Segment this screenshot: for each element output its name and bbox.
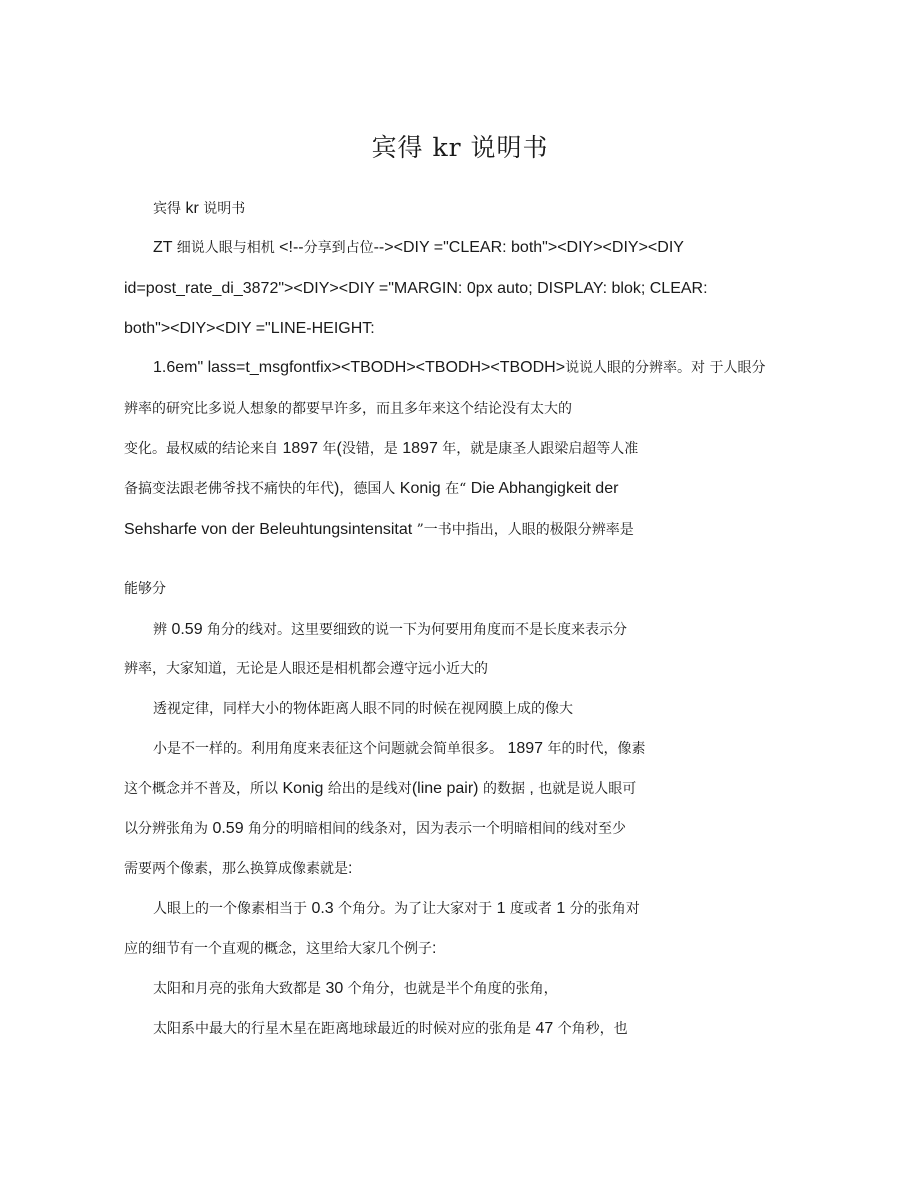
- text-line: Sehsharfe von der Beleuhtungsintensitat ”一书中指出，人眼的极限分辨率是: [124, 521, 634, 538]
- text-line: 小是不一样的。利用角度来表征这个问题就会简单很多。 1897 年的时代，像素: [153, 740, 646, 757]
- text-line: 能够分: [124, 581, 166, 597]
- text-line: 以分辨张角为 0.59 角分的明暗相间的线条对，因为表示一个明暗相间的线对至少: [124, 820, 627, 837]
- text-line: 应的细节有一个直观的概念，这里给大家几个例子:: [124, 940, 437, 957]
- text-line: 备搞变法跟老佛爷找不痛快的年代)，德国人 Konig 在“ Die Abhangigkeit der: [124, 480, 619, 497]
- text-line: 1.6em" lass=t_msgfontfix><TBODH><TBODH><TBODH>说说人眼的分辨率。对 于人眼分: [153, 359, 766, 376]
- text-line: 辨 0.59 角分的线对。这里要细致的说一下为何要用角度而不是长度来表示分: [153, 621, 628, 638]
- text-line: 太阳系中最大的行星木星在距离地球最近的时候对应的张角是 47 个角秒，也: [153, 1020, 628, 1037]
- page-title: 宾得 kr 说明书: [371, 133, 549, 162]
- text-line: 辨率，大家知道，无论是人眼还是相机都会遵守远小近大的: [124, 661, 488, 677]
- text-line: 透视定律，同样大小的物体距离人眼不同的时候在视网膜上成的像大: [153, 701, 573, 717]
- text-line: 需要两个像素，那么换算成像素就是:: [124, 860, 353, 877]
- text-line: 变化。最权威的结论来自 1897 年(没错，是 1897 年，就是康圣人跟梁启超等人准: [124, 440, 639, 457]
- text-line: ZT 细说人眼与相机 <!--分享到占位--><DIY ="CLEAR: both"><DIY><DIY><DIY: [153, 239, 684, 256]
- text-line: 太阳和月亮的张角大致都是 30 个角分，也就是半个角度的张角，: [153, 980, 558, 997]
- text-line: 这个概念并不普及，所以 Konig 给出的是线对(line pair) 的数据 , 也就是说人眼可: [124, 780, 637, 797]
- text-line: id=post_rate_di_3872"><DIY><DIY ="MARGIN: 0px auto; DISPLAY: blok; CLEAR:: [124, 280, 708, 297]
- text-line: 辨率的研究比多说人想象的都要早许多，而且多年来这个结论没有太大的: [124, 401, 572, 417]
- text-line: 人眼上的一个像素相当于 0.3 个角分。为了让大家对于 1 度或者 1 分的张角对: [153, 900, 640, 917]
- text-line: both"><DIY><DIY ="LINE-HEIGHT:: [124, 320, 375, 337]
- text-line: 宾得 kr 说明书: [153, 200, 246, 217]
